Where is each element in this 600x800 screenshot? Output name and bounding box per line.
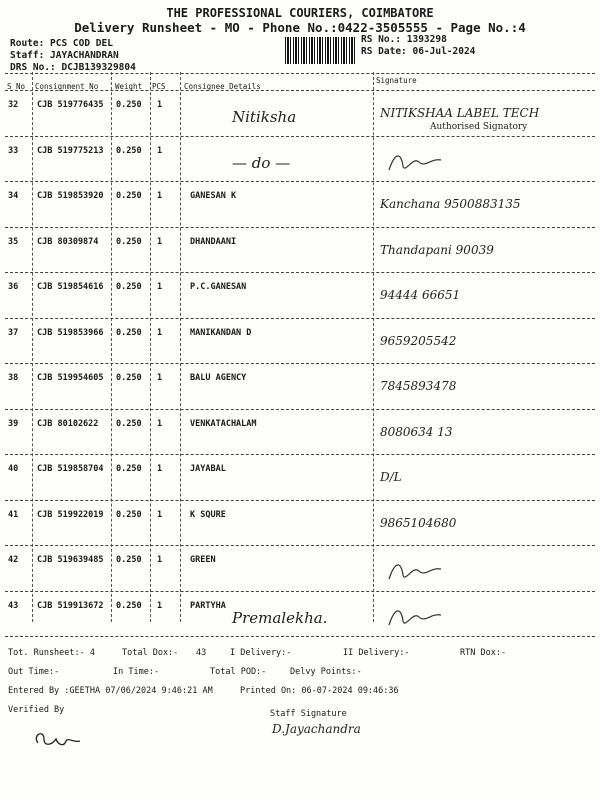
rs-number: RS No.: 1393298 [361,34,447,45]
verified-by: Verified By [8,705,65,715]
row-sno: 41 [8,510,19,520]
row-separator [5,136,595,137]
row-signature-scribble [385,603,445,633]
row-pcs: 1 [157,100,163,110]
printed-on: Printed On: 06-07-2024 09:46:36 [240,686,399,696]
barcode [285,37,357,64]
row-consignment-no: CJB 519776435 [37,100,104,110]
row-consignee: DHANDAANI [190,237,237,247]
row-sno: 34 [8,191,19,201]
total-dox-value: 43 [196,648,207,658]
row-signature-scribble [520,466,580,496]
row-separator [5,181,595,182]
row-pcs: 1 [157,555,163,565]
row-sno: 32 [8,100,19,110]
row-weight: 0.250 [116,373,142,383]
row-consignee: MANIKANDAN D [190,328,252,338]
row-weight: 0.250 [116,146,142,156]
table-top-rule [5,73,595,74]
row-separator [5,272,595,273]
row-sno: 43 [8,601,19,611]
row-separator [5,227,595,228]
row-separator [5,591,595,592]
rs-date: RS Date: 06-Jul-2024 [361,46,476,57]
column-header-weight: Weight [115,82,143,91]
column-header-consignee: Consignee Details [184,82,261,91]
row-consignment-no: CJB 519853920 [37,191,104,201]
row-weight: 0.250 [116,191,142,201]
row-signature-scribble [520,239,580,269]
company-title: THE PROFESSIONAL COURIERS, COIMBATORE [166,6,434,20]
row-signature-scribble [520,512,580,542]
row-weight: 0.250 [116,282,142,292]
rtn-dox: RTN Dox:- [460,648,507,658]
row-consignee-handwritten: Nitiksha [232,108,297,126]
i-delivery: I Delivery:- [230,648,292,658]
row-consignment-no: CJB 519913672 [37,601,104,611]
column-header-sno: S No [7,82,26,91]
delvy-points: Delvy Points:- [290,667,362,677]
row-signature-text: NITIKSHAA LABEL TECH [380,106,540,120]
row-signature-scribble [520,102,580,132]
row-signature-text: Thandapani 90039 [380,243,494,257]
row-consignment-no: CJB 519639485 [37,555,104,565]
row-pcs: 1 [157,510,163,520]
row-signature-scribble [385,148,445,178]
row-signature-text: 94444 66651 [380,288,461,302]
row-consignment-no: CJB 519922019 [37,510,104,520]
row-signature-text: 7845893478 [380,379,457,393]
staff-label: Staff: JAYACHANDRAN [10,50,119,61]
row-consignee: K SQURE [190,510,226,520]
row-sno: 40 [8,464,19,474]
column-divider [373,72,374,622]
row-consignee: PARTYHA [190,601,226,611]
column-header-signature: Signature [376,76,417,85]
row-pcs: 1 [157,237,163,247]
row-separator [5,454,595,455]
row-weight: 0.250 [116,328,142,338]
ii-delivery: II Delivery:- [343,648,410,658]
row-pcs: 1 [157,146,163,156]
row-signature-subtext: Authorised Signatory [430,122,528,132]
row-weight: 0.250 [116,419,142,429]
tot-runsheet: Tot. Runsheet:- 4 [8,648,95,658]
row-pcs: 1 [157,419,163,429]
row-consignment-no: CJB 519854616 [37,282,104,292]
row-separator [5,636,595,637]
row-sno: 42 [8,555,19,565]
row-sno: 39 [8,419,19,429]
column-header-pcs: PCS [152,82,166,91]
entered-by: Entered By :GEETHA 07/06/2024 9:46:21 AM [8,686,213,696]
row-sno: 36 [8,282,19,292]
row-signature-scribble [520,193,580,223]
staff-signature-handwritten: D.Jayachandra [272,722,361,736]
row-signature-text: 9659205542 [380,334,457,348]
row-consignee: GREEN [190,555,216,565]
row-weight: 0.250 [116,464,142,474]
row-consignee: GANESAN K [190,191,237,201]
row-consignment-no: CJB 519775213 [37,146,104,156]
row-signature-text: Kanchana 9500883135 [380,197,521,211]
row-weight: 0.250 [116,100,142,110]
drs-number: DRS No.: DCJB139329804 [10,62,136,73]
runsheet-subtitle: Delivery Runsheet - MO - Phone No.:0422-3505555 - Page No.:4 [74,20,526,35]
row-signature-scribble [520,375,580,405]
verifier-signature [30,725,90,755]
row-consignment-no: CJB 519853966 [37,328,104,338]
row-weight: 0.250 [116,555,142,565]
row-consignee-handwritten: — do — [232,154,291,172]
row-pcs: 1 [157,601,163,611]
row-pcs: 1 [157,464,163,474]
out-time: Out Time:- [8,667,60,677]
row-pcs: 1 [157,191,163,201]
row-sno: 38 [8,373,19,383]
total-dox-label: Total Dox:- [122,648,179,658]
route-label: Route: PCS COD DEL [10,38,113,49]
row-signature-text: D/L [380,470,402,484]
column-header-consignment: Consignment No [35,82,99,91]
row-pcs: 1 [157,282,163,292]
row-separator [5,318,595,319]
row-consignment-no: CJB 80309874 [37,237,99,247]
row-weight: 0.250 [116,601,142,611]
row-weight: 0.250 [116,510,142,520]
row-signature-text: 8080634 13 [380,425,453,439]
row-sno: 33 [8,146,19,156]
row-signature-scribble [520,421,580,451]
row-consignment-no: CJB 519954605 [37,373,104,383]
row-consignee: P.C.GANESAN [190,282,247,292]
row-signature-text: 9865104680 [380,516,457,530]
row-pcs: 1 [157,373,163,383]
row-consignee: VENKATACHALAM [190,419,257,429]
row-sno: 37 [8,328,19,338]
row-pcs: 1 [157,328,163,338]
row-separator [5,545,595,546]
staff-signature-label: Staff Signature [270,709,347,719]
total-pod: Total POD:- [210,667,267,677]
row-consignee: BALU AGENCY [190,373,247,383]
row-weight: 0.250 [116,237,142,247]
row-separator [5,500,595,501]
row-consignment-no: CJB 519858704 [37,464,104,474]
row-separator [5,363,595,364]
row-separator [5,409,595,410]
row-signature-scribble [385,557,445,587]
in-time: In Time:- [113,667,160,677]
column-divider [180,72,181,622]
row-signature-scribble [520,330,580,360]
row-consignee-handwritten: Premalekha. [232,609,328,627]
row-consignment-no: CJB 80102622 [37,419,99,429]
row-signature-scribble [520,284,580,314]
row-sno: 35 [8,237,19,247]
column-divider [32,72,33,622]
row-consignee: JAYABAL [190,464,226,474]
column-divider [111,72,112,622]
column-divider [150,72,151,622]
